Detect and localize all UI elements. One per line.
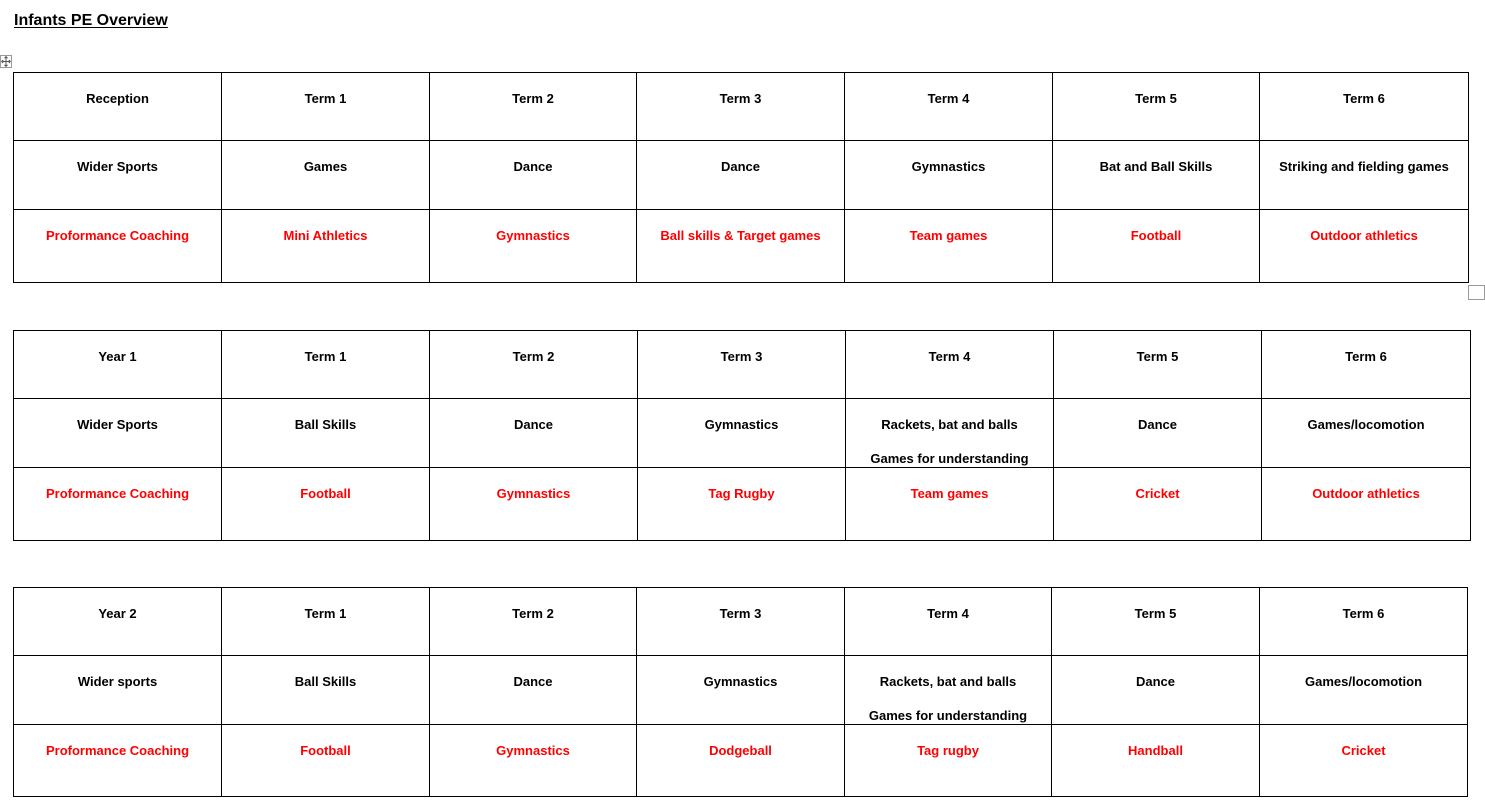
header-cell[interactable]: Term 1 xyxy=(222,73,430,141)
header-cell[interactable]: Term 1 xyxy=(222,331,430,399)
activity-cell[interactable]: Tag Rugby xyxy=(638,468,846,541)
header-cell[interactable]: Term 3 xyxy=(638,331,846,399)
cell-text: Gymnastics xyxy=(703,674,778,689)
cell-text-line-2: Games for understanding xyxy=(870,451,1029,466)
table-row xyxy=(14,210,1469,283)
table-cell[interactable] xyxy=(430,399,638,468)
table-cell[interactable] xyxy=(637,656,845,725)
activity-cell[interactable]: Team games xyxy=(845,210,1053,283)
cell-text: Dance xyxy=(1137,417,1178,432)
header-cell[interactable]: Term 2 xyxy=(430,331,638,399)
header-cell[interactable]: Term 6 xyxy=(1262,331,1471,399)
table-row xyxy=(14,656,1468,725)
cell-text: Ball Skills xyxy=(294,417,357,432)
cell-text: Dance xyxy=(513,417,554,432)
table-row xyxy=(14,468,1471,541)
header-cell[interactable]: Term 4 xyxy=(846,331,1054,399)
table-cell[interactable] xyxy=(1262,399,1471,468)
table-cell[interactable]: Gymnastics xyxy=(845,141,1053,210)
activity-cell[interactable]: Football xyxy=(1053,210,1260,283)
header-cell[interactable]: Term 1 xyxy=(222,588,430,656)
header-cell[interactable]: Reception xyxy=(14,73,222,141)
header-cell[interactable]: Term 6 xyxy=(1260,73,1469,141)
activity-cell[interactable]: Gymnastics xyxy=(430,210,637,283)
header-cell[interactable]: Term 5 xyxy=(1053,73,1260,141)
table-cell[interactable] xyxy=(638,399,846,468)
table-cell[interactable] xyxy=(430,656,637,725)
resize-handle-icon[interactable] xyxy=(1468,285,1485,300)
table-cell[interactable] xyxy=(14,656,222,725)
activity-cell[interactable]: Outdoor athletics xyxy=(1262,468,1471,541)
header-cell[interactable]: Term 4 xyxy=(845,73,1053,141)
table-cell[interactable] xyxy=(1054,399,1262,468)
cell-text: Gymnastics xyxy=(704,417,779,432)
table-row xyxy=(14,73,1469,141)
year-1-table xyxy=(13,330,1471,541)
activity-cell[interactable]: Dodgeball xyxy=(637,725,845,797)
table-cell[interactable] xyxy=(1260,656,1468,725)
table-cell[interactable]: Dance xyxy=(637,141,845,210)
table-cell[interactable]: Bat and Ball Skills xyxy=(1053,141,1260,210)
table-row xyxy=(14,399,1471,468)
table-cell[interactable]: Striking and fielding games xyxy=(1260,141,1469,210)
activity-cell[interactable]: Team games xyxy=(846,468,1054,541)
header-cell[interactable]: Term 3 xyxy=(637,588,845,656)
table-cell[interactable] xyxy=(222,399,430,468)
table-cell[interactable] xyxy=(846,399,1054,468)
activity-cell[interactable]: Handball xyxy=(1052,725,1260,797)
table-cell[interactable] xyxy=(1052,656,1260,725)
table-row xyxy=(14,331,1471,399)
table-cell[interactable]: Games xyxy=(222,141,430,210)
reception-table xyxy=(13,72,1469,283)
activity-cell[interactable]: Proformance Coaching xyxy=(14,210,222,283)
activity-cell[interactable]: Cricket xyxy=(1260,725,1468,797)
activity-cell[interactable]: Cricket xyxy=(1054,468,1262,541)
activity-cell[interactable]: Gymnastics xyxy=(430,468,638,541)
cell-text: Dance xyxy=(1135,674,1176,689)
table-cell[interactable] xyxy=(14,399,222,468)
cell-text: Games/locomotion xyxy=(1307,417,1425,432)
activity-cell[interactable]: Tag rugby xyxy=(845,725,1052,797)
cell-text: Rackets, bat and balls xyxy=(881,417,1018,432)
activity-cell[interactable]: Mini Athletics xyxy=(222,210,430,283)
table-row xyxy=(14,588,1468,656)
table-cell[interactable] xyxy=(845,656,1052,725)
header-cell[interactable]: Year 2 xyxy=(14,588,222,656)
cell-text: Dance xyxy=(513,674,553,689)
activity-cell[interactable]: Outdoor athletics xyxy=(1260,210,1469,283)
activity-cell[interactable]: Football xyxy=(222,468,430,541)
cell-text: Wider sports xyxy=(77,674,158,689)
header-cell[interactable]: Year 1 xyxy=(14,331,222,399)
page-title: Infants PE Overview xyxy=(14,12,168,29)
table-row xyxy=(14,141,1469,210)
table-cell[interactable]: Dance xyxy=(430,141,637,210)
header-cell[interactable]: Term 5 xyxy=(1054,331,1262,399)
activity-cell[interactable]: Ball skills & Target games xyxy=(637,210,845,283)
activity-cell[interactable]: Gymnastics xyxy=(430,725,637,797)
cell-text-line-2: Games for understanding xyxy=(868,708,1028,723)
activity-cell[interactable]: Proformance Coaching xyxy=(14,468,222,541)
cell-text: Ball Skills xyxy=(294,674,357,689)
cell-text: Wider Sports xyxy=(77,417,158,432)
header-cell[interactable]: Term 4 xyxy=(845,588,1052,656)
header-cell[interactable]: Term 6 xyxy=(1260,588,1468,656)
header-cell[interactable]: Term 2 xyxy=(430,73,637,141)
table-cell[interactable]: Wider Sports xyxy=(14,141,222,210)
year-2-table xyxy=(13,587,1468,797)
move-arrows-icon[interactable] xyxy=(0,55,12,68)
activity-cell[interactable]: Football xyxy=(222,725,430,797)
cell-text: Games/locomotion xyxy=(1304,674,1423,689)
header-cell[interactable]: Term 5 xyxy=(1052,588,1260,656)
header-cell[interactable]: Term 2 xyxy=(430,588,637,656)
cell-text: Rackets, bat and balls xyxy=(879,674,1017,689)
table-cell[interactable] xyxy=(222,656,430,725)
table-row xyxy=(14,725,1468,797)
activity-cell[interactable]: Proformance Coaching xyxy=(14,725,222,797)
header-cell[interactable]: Term 3 xyxy=(637,73,845,141)
